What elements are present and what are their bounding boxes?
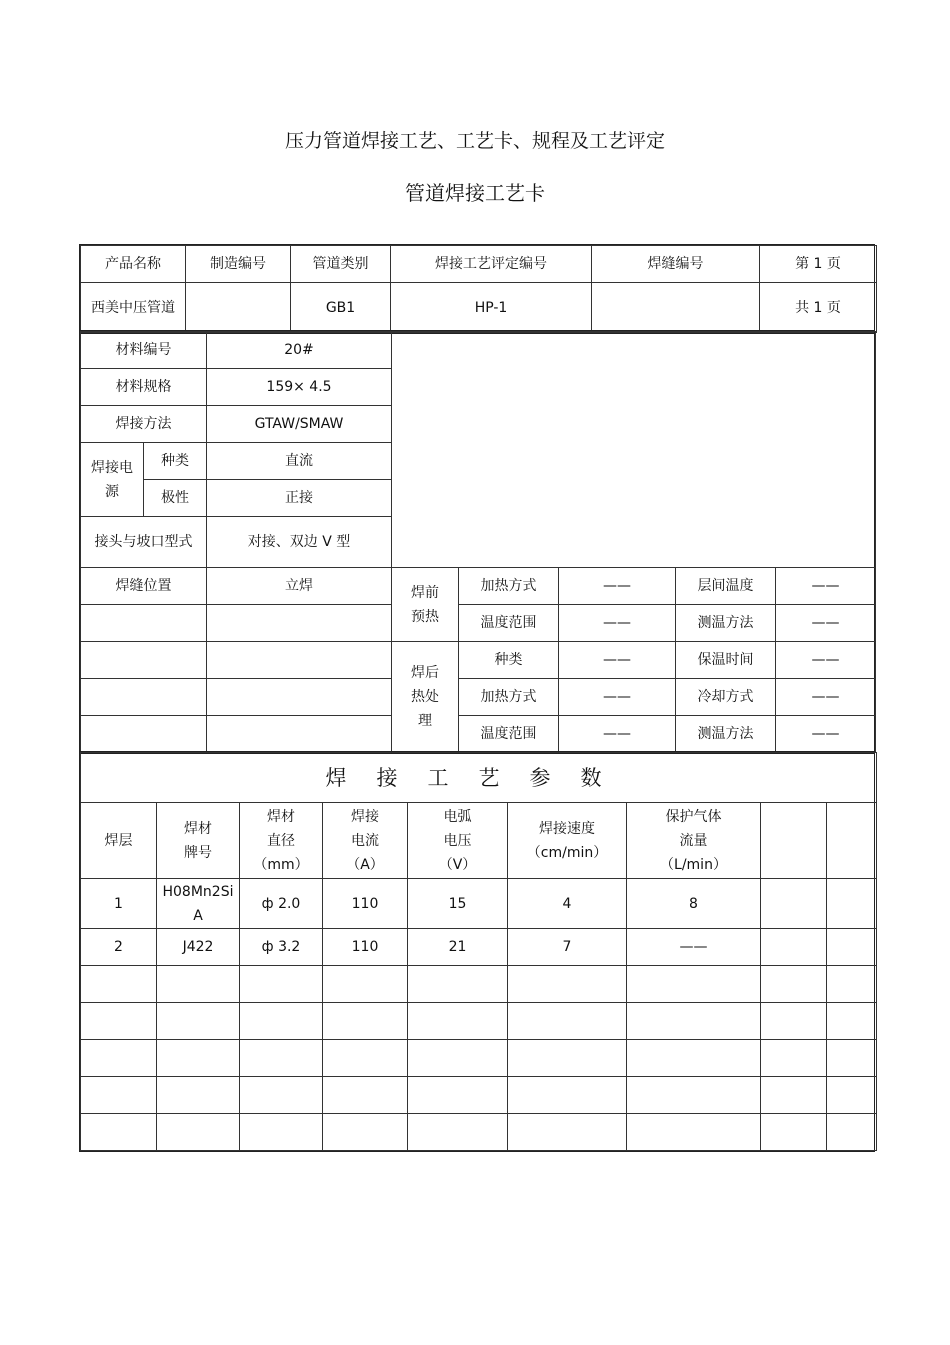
col-header-speed: 焊接速度 （cm/min） [508, 803, 627, 879]
label-postheat: 焊后热处理 [392, 642, 459, 753]
cell-brand: J422 [157, 929, 240, 966]
card-title: 管道焊接工艺卡 [405, 181, 545, 205]
postheat-key-5: 温度范围 [459, 716, 559, 753]
blank-cell [81, 716, 207, 753]
postheat-value-4: —— [776, 679, 876, 716]
blank-cell [207, 679, 392, 716]
postheat-key-2: 保温时间 [676, 642, 776, 679]
table-row [81, 1040, 877, 1077]
postheat-key-4: 冷却方式 [676, 679, 776, 716]
cell-current: 110 [323, 879, 408, 929]
cell-gas-flow: —— [627, 929, 761, 966]
sketch-area [392, 332, 876, 568]
value-weld-no [592, 283, 760, 333]
cell-voltage: 21 [408, 929, 508, 966]
col-header-layer: 焊层 [81, 803, 157, 879]
postheat-key-3: 加热方式 [459, 679, 559, 716]
cell-brand: H08Mn2SiA [157, 879, 240, 929]
cell-layer: 2 [81, 929, 157, 966]
params-section [79, 751, 875, 1152]
blank-cell [827, 879, 877, 929]
label-serial-no: 制造编号 [186, 246, 291, 283]
table-row [81, 966, 877, 1003]
preheat-key-2: 层间温度 [676, 568, 776, 605]
params-banner [81, 753, 877, 803]
label-weld-no: 焊缝编号 [592, 246, 760, 283]
cell-voltage: 15 [408, 879, 508, 929]
preheat-key-3: 温度范围 [459, 605, 559, 642]
value-weld-method: GTAW/SMAW [207, 406, 392, 443]
postheat-value-2: —— [776, 642, 876, 679]
col-header-diameter: 焊材 直径 （mm） [240, 803, 323, 879]
value-serial-no [186, 283, 291, 333]
label-joint-groove: 接头与坡口型式 [81, 517, 207, 568]
preheat-value-4: —— [776, 605, 876, 642]
document-title: 压力管道焊接工艺、工艺卡、规程及工艺评定 [284, 130, 665, 152]
postheat-value-1: —— [559, 642, 676, 679]
postheat-key-6: 测温方法 [676, 716, 776, 753]
preheat-value-3: —— [559, 605, 676, 642]
blank-cell [827, 929, 877, 966]
blank-cell [207, 642, 392, 679]
label-material-spec: 材料规格 [81, 369, 207, 406]
blank-cell [827, 803, 877, 879]
col-header-voltage: 电弧 电压 （V） [408, 803, 508, 879]
blank-cell [207, 605, 392, 642]
blank-cell [207, 716, 392, 753]
value-polarity: 正接 [207, 480, 392, 517]
table-row [81, 929, 877, 966]
preheat-value-2: —— [776, 568, 876, 605]
value-wps-no: HP-1 [391, 283, 592, 333]
blank-cell [81, 642, 207, 679]
label-power-source: 焊接电源 [81, 443, 144, 517]
blank-cell [81, 679, 207, 716]
label-pipe-class: 管道类别 [291, 246, 391, 283]
label-preheat: 焊前预热 [392, 568, 459, 642]
cell-speed: 7 [508, 929, 627, 966]
params-banner-text: 焊接工艺参数 [325, 765, 632, 790]
table-row [81, 879, 877, 929]
process-section [79, 330, 875, 754]
value-material-no: 20# [207, 332, 392, 369]
col-header-current: 焊接 电流 （A） [323, 803, 408, 879]
postheat-value-5: —— [559, 716, 676, 753]
value-pipe-class: GB1 [291, 283, 391, 333]
cell-speed: 4 [508, 879, 627, 929]
preheat-key-1: 加热方式 [459, 568, 559, 605]
cell-diameter: ф 3.2 [240, 929, 323, 966]
label-polarity: 极性 [144, 480, 207, 517]
value-page-total: 共 1 页 [760, 283, 877, 333]
value-current-type: 直流 [207, 443, 392, 480]
value-material-spec: 159× 4.5 [207, 369, 392, 406]
label-wps-no: 焊接工艺评定编号 [391, 246, 592, 283]
table-row [81, 1077, 877, 1114]
cell-gas-flow: 8 [627, 879, 761, 929]
postheat-value-3: —— [559, 679, 676, 716]
preheat-key-4: 测温方法 [676, 605, 776, 642]
label-product-name: 产品名称 [81, 246, 186, 283]
cell-diameter: ф 2.0 [240, 879, 323, 929]
value-weld-position: 立焊 [207, 568, 392, 605]
blank-cell [81, 605, 207, 642]
blank-cell [761, 879, 827, 929]
blank-cell [761, 929, 827, 966]
preheat-value-1: —— [559, 568, 676, 605]
table-row [81, 1114, 877, 1151]
header-section [79, 244, 875, 334]
cell-layer: 1 [81, 879, 157, 929]
blank-cell [761, 803, 827, 879]
col-header-brand: 焊材 牌号 [157, 803, 240, 879]
label-weld-method: 焊接方法 [81, 406, 207, 443]
value-product-name: 西美中压管道 [81, 283, 186, 333]
postheat-value-6: —— [776, 716, 876, 753]
value-joint-groove: 对接、双边 V 型 [207, 517, 392, 568]
label-page-no: 第 1 页 [760, 246, 877, 283]
col-header-gas-flow: 保护气体 流量 （L/min） [627, 803, 761, 879]
label-weld-position: 焊缝位置 [81, 568, 207, 605]
label-current-type: 种类 [144, 443, 207, 480]
table-row [81, 1003, 877, 1040]
label-material-no: 材料编号 [81, 332, 207, 369]
cell-current: 110 [323, 929, 408, 966]
postheat-key-1: 种类 [459, 642, 559, 679]
